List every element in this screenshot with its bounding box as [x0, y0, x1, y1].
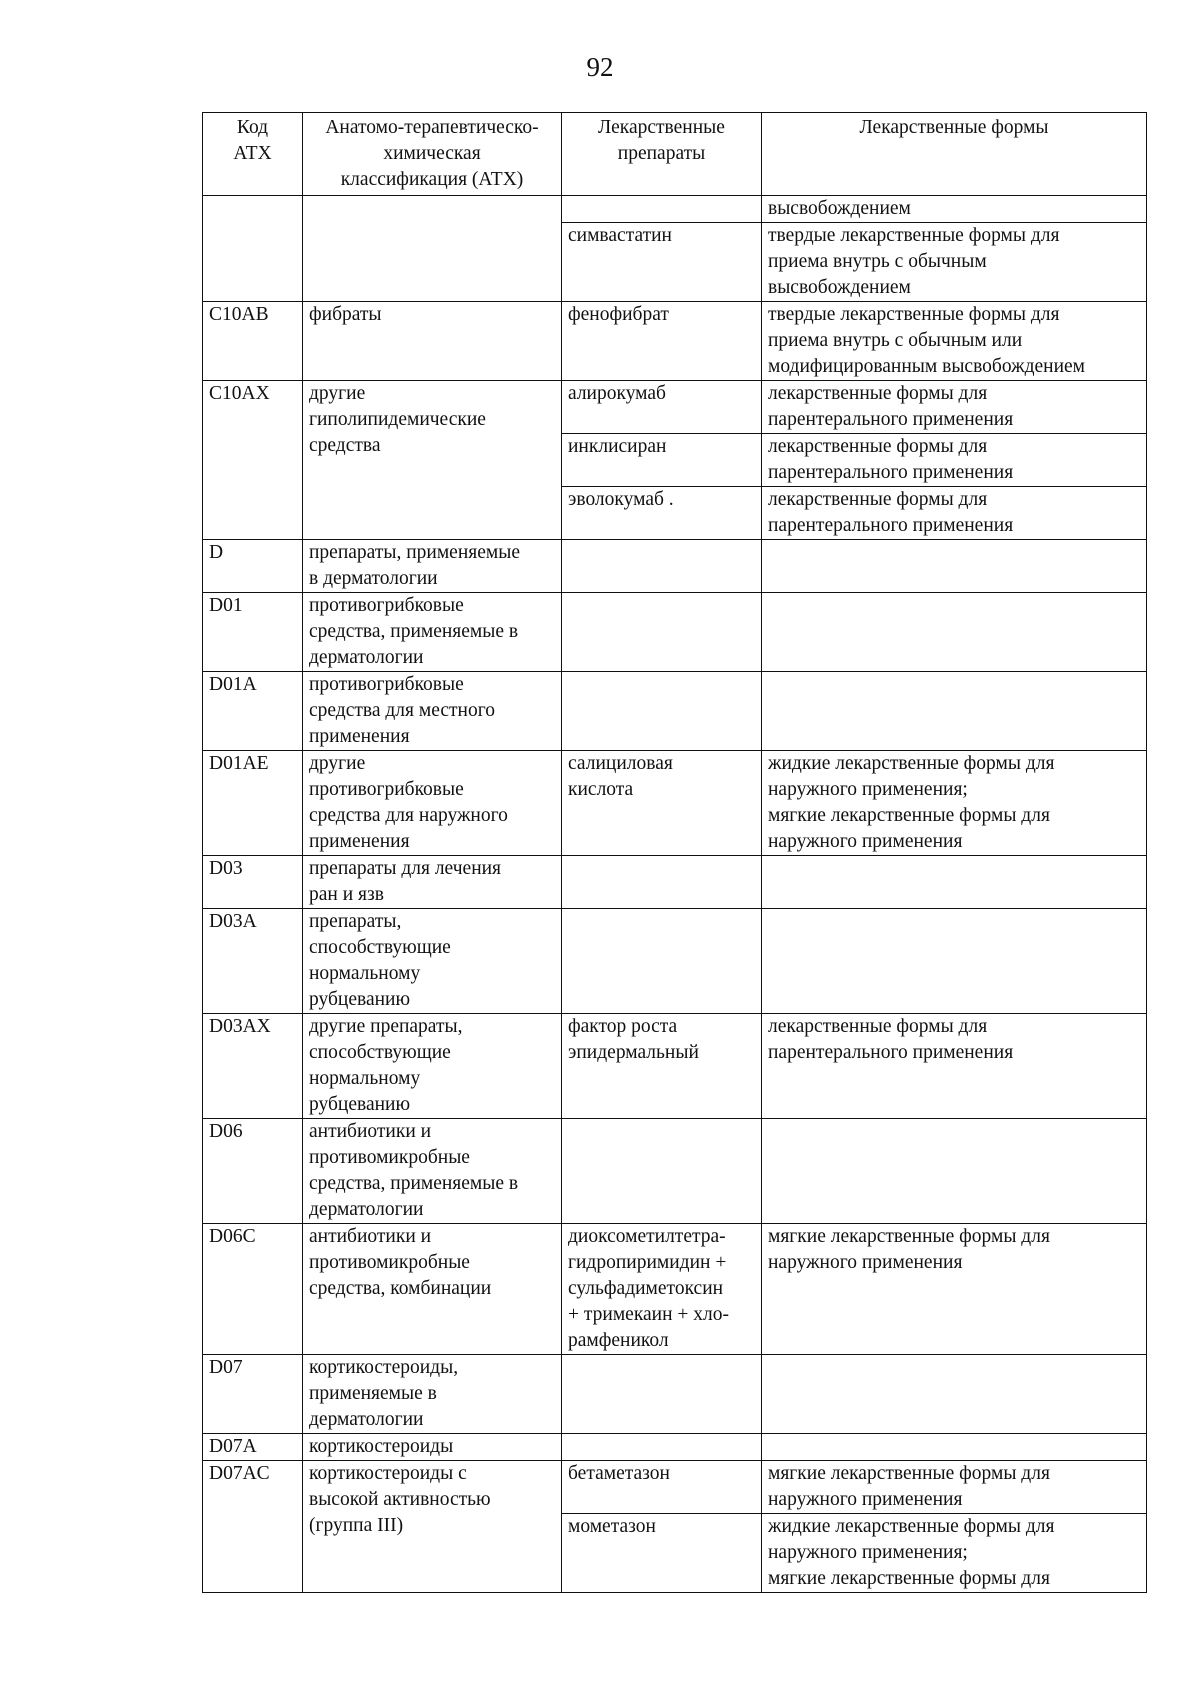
- drug-cell: [562, 1355, 762, 1434]
- forms-cell: [762, 672, 1147, 751]
- code-cell: D01A: [203, 672, 303, 751]
- table-row: [203, 1434, 1147, 1461]
- forms-cell: мягкие лекарственные формы для наружного применения: [762, 1461, 1147, 1514]
- code-cell: D03A: [203, 909, 303, 1014]
- drug-cell: [562, 196, 762, 223]
- forms-cell: жидкие лекарственные формы для наружного применения; мягкие лекарственные формы для наружного применения: [762, 751, 1147, 856]
- forms-cell: лекарственные формы для парентерального применения: [762, 487, 1147, 540]
- table-row: [203, 1119, 1147, 1224]
- header-drugs: Лекарственные препараты: [562, 113, 762, 196]
- table-header-row: [203, 113, 1147, 196]
- drug-cell: эволокумаб .: [562, 487, 762, 540]
- table-row: [203, 1014, 1147, 1119]
- class-cell: [303, 196, 562, 302]
- drug-cell: алирокумаб: [562, 381, 762, 434]
- table-row: [203, 1355, 1147, 1434]
- code-cell: D06C: [203, 1224, 303, 1355]
- drug-cell: диоксометилтетра- гидропиримидин + сульфадиметоксин + тримекаин + хло- рамфеникол: [562, 1224, 762, 1355]
- class-cell: фибраты: [303, 302, 562, 381]
- class-cell: антибиотики и противомикробные средства, комбинации: [303, 1224, 562, 1355]
- code-cell: D07A: [203, 1434, 303, 1461]
- class-cell: другие гиполипидемические средства: [303, 381, 562, 540]
- code-cell: D03: [203, 856, 303, 909]
- drug-cell: [562, 909, 762, 1014]
- forms-cell: лекарственные формы для парентерального применения: [762, 381, 1147, 434]
- drug-cell: инклисиран: [562, 434, 762, 487]
- code-cell: D07: [203, 1355, 303, 1434]
- forms-cell: [762, 540, 1147, 593]
- forms-cell: твердые лекарственные формы для приема внутрь с обычным или модифицированным высвобождением: [762, 302, 1147, 381]
- table-row: [203, 540, 1147, 593]
- header-code: Код АТХ: [203, 113, 303, 196]
- table-row: [203, 196, 1147, 223]
- code-cell: D01: [203, 593, 303, 672]
- table-row: [203, 593, 1147, 672]
- class-cell: противогрибковые средства для местного применения: [303, 672, 562, 751]
- table-row: [203, 856, 1147, 909]
- drug-cell: [562, 856, 762, 909]
- class-cell: препараты, применяемые в дерматологии: [303, 540, 562, 593]
- table-row: [203, 1224, 1147, 1355]
- table-row: [203, 751, 1147, 856]
- header-classification: Анатомо-терапевтическо- химическая классификация (АТХ): [303, 113, 562, 196]
- forms-cell: [762, 593, 1147, 672]
- class-cell: препараты, способствующие нормальному рубцеванию: [303, 909, 562, 1014]
- drug-cell: [562, 540, 762, 593]
- forms-cell: жидкие лекарственные формы для наружного применения; мягкие лекарственные формы для: [762, 1514, 1147, 1593]
- class-cell: препараты для лечения ран и язв: [303, 856, 562, 909]
- table-row: [203, 909, 1147, 1014]
- class-cell: кортикостероиды: [303, 1434, 562, 1461]
- drug-cell: мометазон: [562, 1514, 762, 1593]
- table-row: [203, 1461, 1147, 1514]
- code-cell: C10AX: [203, 381, 303, 540]
- drug-cell: [562, 1434, 762, 1461]
- forms-cell: мягкие лекарственные формы для наружного применения: [762, 1224, 1147, 1355]
- drug-cell: фенофибрат: [562, 302, 762, 381]
- drug-cell: фактор роста эпидермальный: [562, 1014, 762, 1119]
- class-cell: противогрибковые средства, применяемые в дерматологии: [303, 593, 562, 672]
- code-cell: D01AE: [203, 751, 303, 856]
- table-row: [203, 381, 1147, 434]
- drug-cell: симвастатин: [562, 223, 762, 302]
- code-cell: D07AC: [203, 1461, 303, 1593]
- class-cell: антибиотики и противомикробные средства, применяемые в дерматологии: [303, 1119, 562, 1224]
- table-row: [203, 672, 1147, 751]
- table-row: [203, 302, 1147, 381]
- class-cell: кортикостероиды с высокой активностью (группа III): [303, 1461, 562, 1593]
- code-cell: [203, 196, 303, 302]
- code-cell: D06: [203, 1119, 303, 1224]
- class-cell: кортикостероиды, применяемые в дерматологии: [303, 1355, 562, 1434]
- forms-cell: твердые лекарственные формы для приема внутрь с обычным высвобождением: [762, 223, 1147, 302]
- drug-cell: [562, 593, 762, 672]
- forms-cell: [762, 909, 1147, 1014]
- forms-cell: [762, 1434, 1147, 1461]
- atx-table: [202, 112, 1147, 1593]
- forms-cell: лекарственные формы для парентерального применения: [762, 434, 1147, 487]
- header-forms: Лекарственные формы: [762, 113, 1147, 196]
- drug-cell: [562, 1119, 762, 1224]
- class-cell: другие препараты, способствующие нормальному рубцеванию: [303, 1014, 562, 1119]
- forms-cell: [762, 1355, 1147, 1434]
- code-cell: D: [203, 540, 303, 593]
- forms-cell: [762, 1119, 1147, 1224]
- class-cell: другие противогрибковые средства для наружного применения: [303, 751, 562, 856]
- forms-cell: лекарственные формы для парентерального применения: [762, 1014, 1147, 1119]
- code-cell: D03AX: [203, 1014, 303, 1119]
- forms-cell: [762, 856, 1147, 909]
- code-cell: C10AB: [203, 302, 303, 381]
- forms-cell: высвобождением: [762, 196, 1147, 223]
- drug-cell: бетаметазон: [562, 1461, 762, 1514]
- page-number: 92: [586, 52, 614, 82]
- drug-cell: [562, 672, 762, 751]
- drug-cell: салициловая кислота: [562, 751, 762, 856]
